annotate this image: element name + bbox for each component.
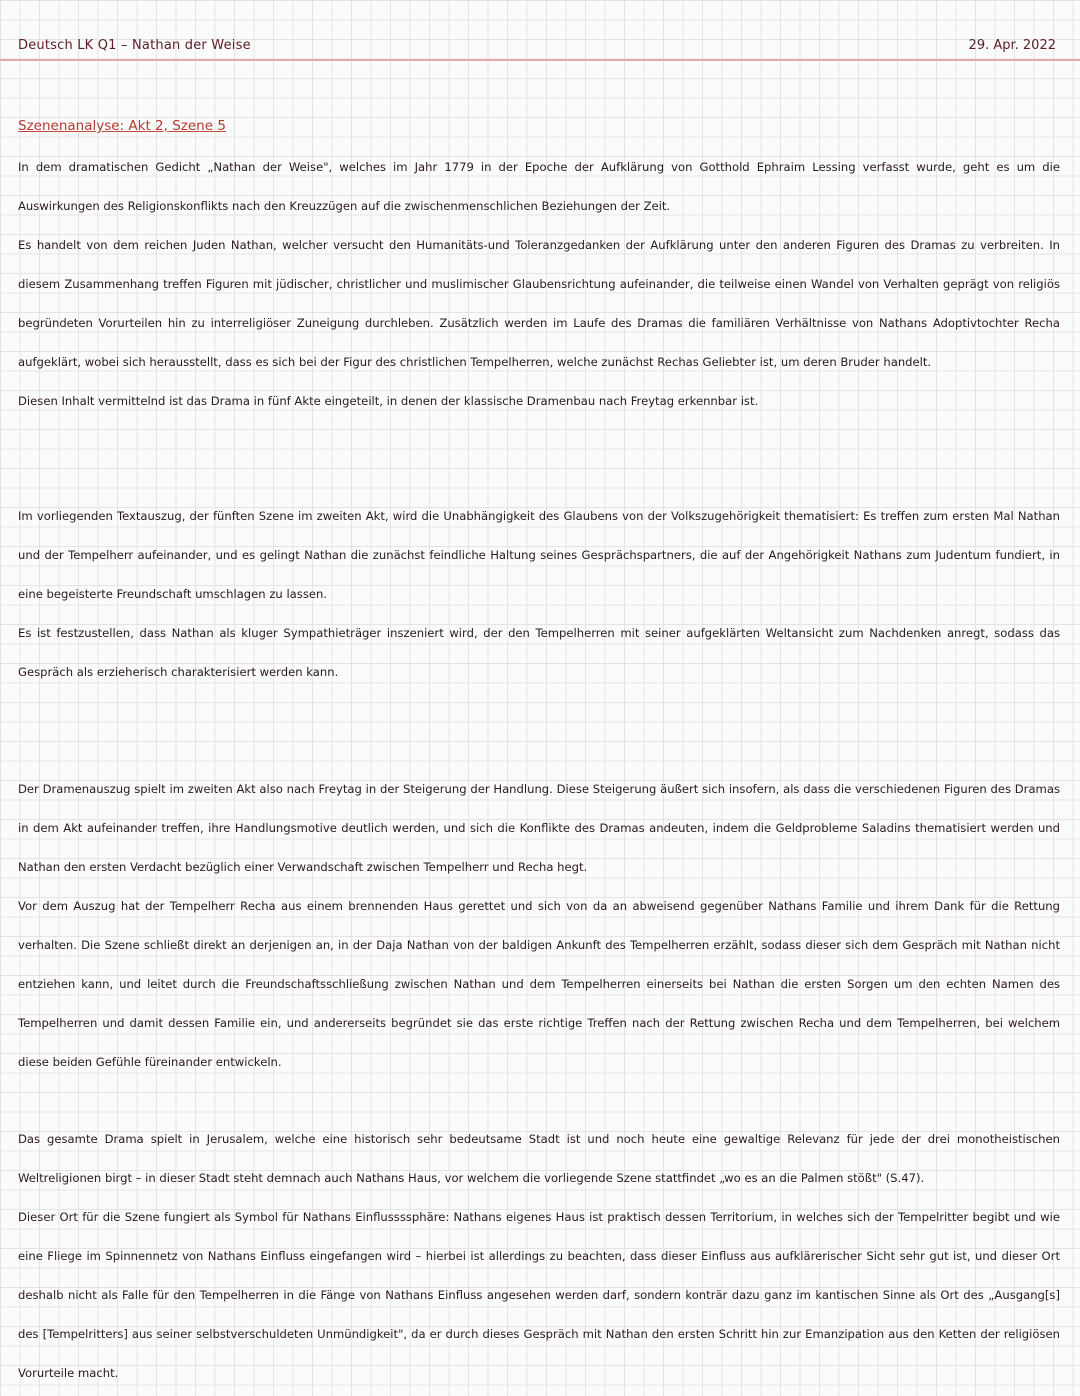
sentence: Der Dramenauszug spielt im zweiten Akt also nach Freytag in der Steigerung der Handlung. Diese Steigerung äußert sich insofern, als dass die verschiedenen Figuren des Dramas in dem Akt aufeinander treffen, ihre Handlungsmotive deutlich werden, und sich die Konflikte des Dramas andeuten, indem die Geldprobleme Saladins thematisiert werden und Nathan den ersten Verdacht bezüglich einer Verwandschaft zwischen Tempelherr und Recha hegt. <box>18 782 1060 874</box>
header-divider <box>0 59 1080 61</box>
sentence: Vor dem Auszug hat der Tempelherr Recha aus einem brennenden Haus gerettet und sich von da an abweisend gegenüber Nathans Familie und ihrem Dank für die Rettung verhalten. Die Szene schließt direkt an derjenigen an, in der Daja Nathan von der baldigen Ankunft des Tempelherren erzählt, sodass dieser sich dem Gespräch mit Nathan nicht entziehen kann, und leitet durch die Freundschaftsschließung zwischen Nathan und dem Tempelherren einerseits bei Nathan die ersten Sorgen um den echten Namen des Tempelherren und damit dessen Familie ein, und andererseits begründet sie das erste richtige Treffen nach der Rettung zwischen Recha und dem Tempelherren, bei welchem diese beiden Gefühle füreinander entwickeln. <box>18 899 1060 1069</box>
sentence: Es handelt von dem reichen Juden Nathan, welcher versucht den Humanitäts-und Toleranzgedanken der Aufklärung unter den anderen Figuren des Dramas zu verbreiten. In diesem Zusammenhang treffen Figuren mit jüdischer, christlicher und muslimischer Glaubensrichtung aufeinander, die teilweise einen Wandel von Verhalten geprägt von religiös begründeten Vorurteilen hin zu interreligiöser Zuneigung durchleben. Zusätzlich werden im Laufe des Dramas die familiären Verhältnisse von Nathans Adoptivtochter Recha aufgeklärt, wobei sich herausstellt, dass es sich bei der Figur des christlichen Tempelherren, welche zunächst Rechas Geliebter ist, um deren Bruder handelt. <box>18 238 1060 369</box>
page-header <box>0 36 1080 62</box>
section-heading: Szenenanalyse: Akt 2, Szene 5 <box>18 118 226 134</box>
header-subject: Deutsch LK Q1 – Nathan der Weise <box>18 38 251 53</box>
sentence: Diesen Inhalt vermittelnd ist das Drama in fünf Akte eingeteilt, in denen der klassische Dramenbau nach Freytag erkennbar ist. <box>18 394 759 408</box>
sentence: In dem dramatischen Gedicht „Nathan der Weise", welches im Jahr 1779 in der Epoche der Aufklärung von Gotthold Ephraim Lessing verfasst wurde, geht es um die Auswirkungen des Religionskonflikts nach den Kreuzzügen auf die zwischenmenschlichen Beziehungen der Zeit. <box>18 160 1060 213</box>
paragraph-setting <box>18 1120 1060 1393</box>
paragraph-thesis <box>18 497 1060 692</box>
sentence: Es ist festzustellen, dass Nathan als kluger Sympathieträger inszeniert wird, der den Tempelherren mit seiner aufgeklärten Weltansicht zum Nachdenken anregt, sodass das Gespräch als erzieherisch charakterisiert werden kann. <box>18 626 1060 679</box>
sentence: Dieser Ort für die Szene fungiert als Symbol für Nathans Einflussssphäre: Nathans eigenes Haus ist praktisch dessen Territorium, in welches sich der Tempelritter begibt und wie eine Fliege im Spinnennetz von Nathans Einfluss eingefangen wird – hierbei ist allerdings zu beachten, dass dieser Einfluss aus aufklärerischer Sicht sehr gut ist, und dieser Ort deshalb nicht als Falle für den Tempelherren in die Fänge von Nathans Einfluss angesehen werden darf, sondern konträr dazu ganz im kantischen Sinne als Ort des „Ausgang[s] des [Tempelritters] aus seiner selbstverschuldeten Unmündigkeit", da er durch dieses Gespräch mit Nathan den ersten Schritt hin zur Emanzipation aus den Ketten der religiösen Vorurteile macht. <box>18 1210 1060 1380</box>
header-date: 29. Apr. 2022 <box>968 38 1056 53</box>
sentence: Das gesamte Drama spielt in Jerusalem, welche eine historisch sehr bedeutsame Stadt ist und noch heute eine gewaltige Relevanz für jede der drei monotheistischen Weltreligionen birgt – in dieser Stadt steht demnach auch Nathans Haus, vor welchem die vorliegende Szene stattfindet „wo es an die Palmen stößt" (S.47). <box>18 1132 1060 1185</box>
sentence: Im vorliegenden Textauszug, der fünften Szene im zweiten Akt, wird die Unabhängigkeit des Glaubens von der Volkszugehörigkeit thematisiert: Es treffen zum ersten Mal Nathan und der Tempelherr aufeinander, und es gelingt Nathan die zunächst feindliche Haltung seines Gesprächspartners, die auf der Angehörigkeit Nathans zum Judentum fundiert, in eine begeisterte Freundschaft umschlagen zu lassen. <box>18 509 1060 601</box>
paragraph-context <box>18 770 1060 1082</box>
paragraph-introduction <box>18 148 1060 421</box>
